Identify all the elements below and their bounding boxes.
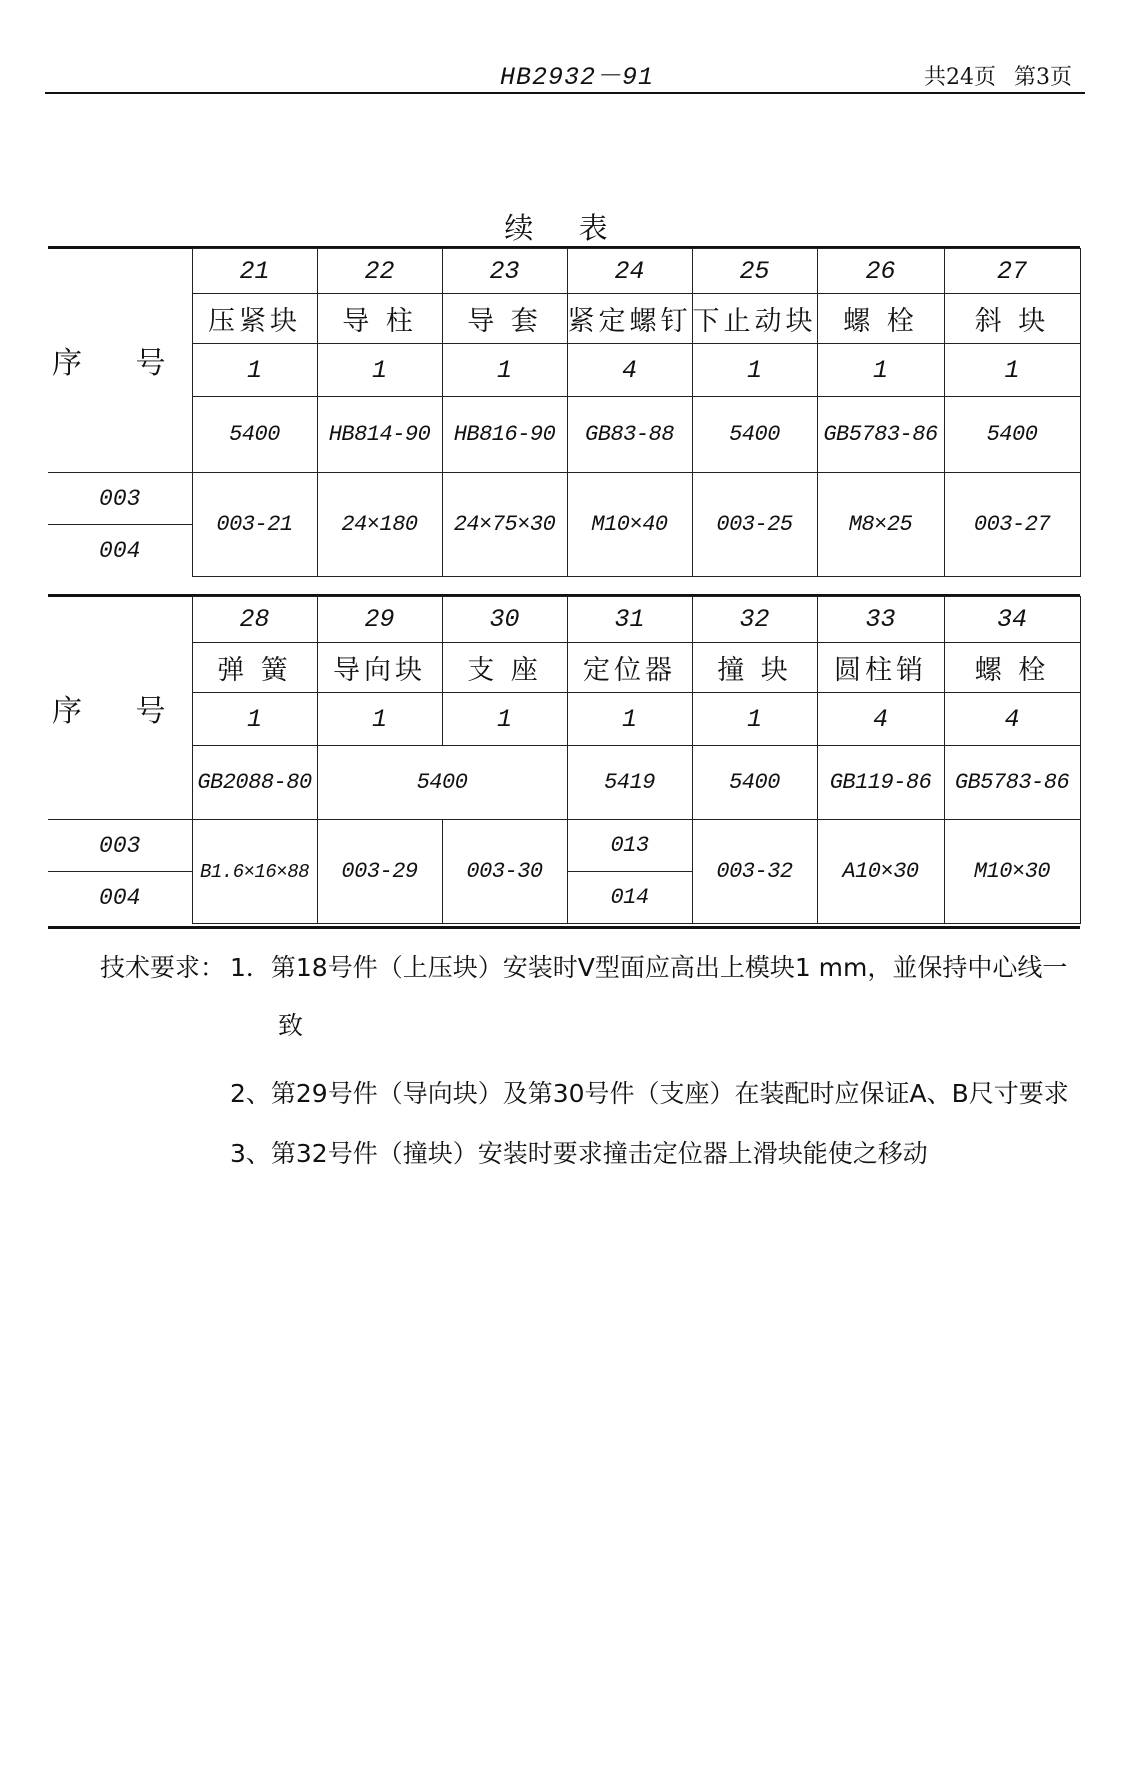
part-name: 螺 栓 [944, 643, 1080, 693]
standard-number: HB2932－91 [500, 63, 655, 92]
part-qty: 4 [567, 344, 692, 397]
row-id-004: 004 [48, 525, 192, 577]
part-number: 32 [692, 597, 817, 643]
part-number: 22 [317, 249, 442, 294]
part-qty: 1 [817, 344, 944, 397]
part-spec: 003-25 [692, 473, 817, 577]
part-qty: 1 [317, 693, 442, 746]
part-spec: M10×30 [944, 820, 1080, 924]
part-number: 25 [692, 249, 817, 294]
row-label: 序 号 [48, 597, 192, 820]
page-number: 第3页 [1014, 65, 1072, 90]
part-material: HB816-90 [442, 397, 567, 473]
part-number: 24 [567, 249, 692, 294]
part-name: 支 座 [442, 643, 567, 693]
part-number: 33 [817, 597, 944, 643]
part-material: GB83-88 [567, 397, 692, 473]
parts-table-1 [48, 248, 1081, 577]
part-qty: 4 [817, 693, 944, 746]
part-name: 圆柱销 [817, 643, 944, 693]
parts-table-2 [48, 596, 1081, 924]
part-material: GB119-86 [817, 746, 944, 820]
row-id-003: 003 [48, 473, 192, 525]
tech-item-1-continued: 致 [278, 1011, 304, 1040]
part-spec: M8×25 [817, 473, 944, 577]
part-material: 5400 [192, 397, 317, 473]
header-rule [45, 92, 1085, 94]
part-name: 导 柱 [317, 294, 442, 344]
part-name: 下止动块 [692, 294, 817, 344]
part-name: 压紧块 [192, 294, 317, 344]
part-spec: 003-30 [442, 820, 567, 924]
part-name: 导 套 [442, 294, 567, 344]
part-material: 5400 [692, 746, 817, 820]
part-number: 29 [317, 597, 442, 643]
part-number: 34 [944, 597, 1080, 643]
part-qty: 4 [944, 693, 1080, 746]
part-material: 5400 [944, 397, 1080, 473]
part-number: 31 [567, 597, 692, 643]
part-qty: 1 [692, 693, 817, 746]
page-info [924, 60, 1072, 91]
part-qty: 1 [442, 344, 567, 397]
part-qty: 1 [317, 344, 442, 397]
part-spec: 003-32 [692, 820, 817, 924]
part-qty: 1 [567, 693, 692, 746]
part-spec: B1.6×16×88 [192, 820, 317, 924]
part-material: GB5783-86 [944, 746, 1080, 820]
part-name: 紧定螺钉 [567, 294, 692, 344]
part-qty: 1 [192, 693, 317, 746]
part-spec: 24×75×30 [442, 473, 567, 577]
part-number: 28 [192, 597, 317, 643]
part-number: 21 [192, 249, 317, 294]
part-qty: 1 [692, 344, 817, 397]
part-qty: 1 [192, 344, 317, 397]
part-spec: 014 [567, 872, 692, 924]
part-name: 导向块 [317, 643, 442, 693]
part-name: 定位器 [567, 643, 692, 693]
part-number: 27 [944, 249, 1080, 294]
part-name: 螺 栓 [817, 294, 944, 344]
part-material: GB5783-86 [817, 397, 944, 473]
part-spec: 003-27 [944, 473, 1080, 577]
total-pages: 共24页 [924, 65, 996, 90]
tech-item-2: 2、第29号件（导向块）及第30号件（支座）在装配时应保证A、B尺寸要求 [230, 1079, 1069, 1108]
part-spec: 013 [567, 820, 692, 872]
part-material: 5419 [567, 746, 692, 820]
part-spec: M10×40 [567, 473, 692, 577]
part-material: 5400 [692, 397, 817, 473]
row-label: 序 号 [48, 249, 192, 473]
table-title: 续 表 [504, 211, 626, 245]
part-material: HB814-90 [317, 397, 442, 473]
part-spec: 003-21 [192, 473, 317, 577]
part-number: 23 [442, 249, 567, 294]
part-name: 弹 簧 [192, 643, 317, 693]
part-number: 30 [442, 597, 567, 643]
row-id-004: 004 [48, 872, 192, 924]
part-spec: 003-29 [317, 820, 442, 924]
table2-bottom-rule [48, 926, 1080, 929]
part-material-merged: 5400 [317, 746, 567, 820]
tech-label: 技术要求： [100, 953, 226, 982]
part-spec: 24×180 [317, 473, 442, 577]
part-name: 斜 块 [944, 294, 1080, 344]
row-id-003: 003 [48, 820, 192, 872]
tech-item-1: 1．第18号件（上压块）安装时V型面应高出上模块1 mm，並保持中心线一 [230, 953, 1068, 982]
tech-item-3: 3、第32号件（撞块）安装时要求撞击定位器上滑块能使之移动 [230, 1139, 928, 1168]
part-spec: A10×30 [817, 820, 944, 924]
part-qty: 1 [442, 693, 567, 746]
part-material: GB2088-80 [192, 746, 317, 820]
part-qty: 1 [944, 344, 1080, 397]
part-name: 撞 块 [692, 643, 817, 693]
part-number: 26 [817, 249, 944, 294]
